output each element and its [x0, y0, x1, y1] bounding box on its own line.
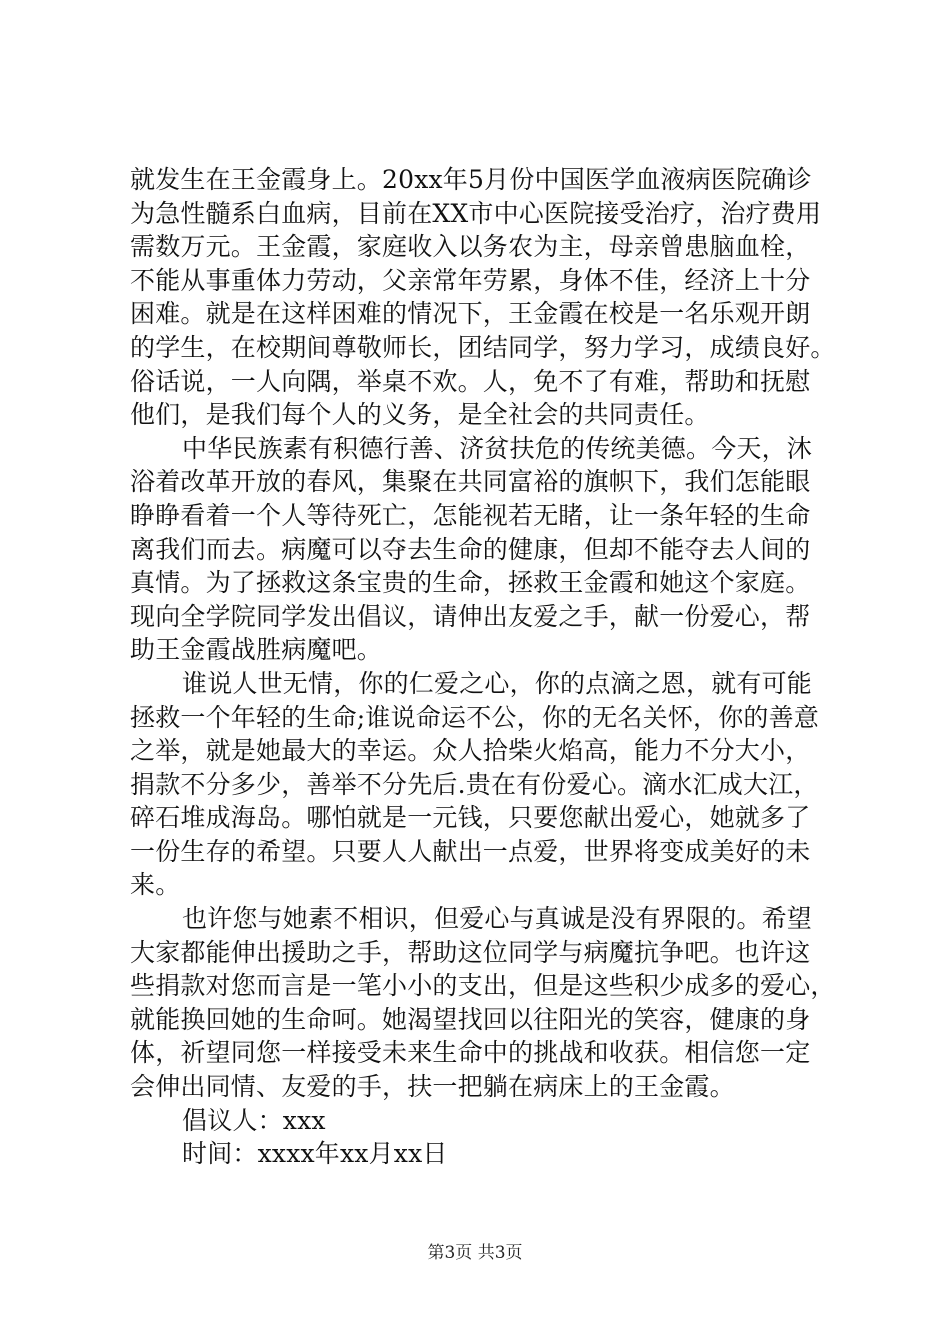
text-line: 俗话说，一人向隅，举桌不欢。人，免不了有难，帮助和抚慰 [130, 366, 811, 396]
page-footer [0, 1242, 950, 1264]
text-line: 之举，就是她最大的幸运。众人拾柴火焰高，能力不分大小， [130, 736, 811, 766]
text-line: 困难。就是在这样困难的情况下，王金霞在校是一名乐观开朗 [130, 299, 811, 329]
text-line: 不能从事重体力劳动，父亲常年劳累，身体不佳，经济上十分 [130, 265, 811, 295]
text-line: 碎石堆成海岛。哪怕就是一元钱，只要您献出爱心，她就多了 [130, 803, 811, 833]
text-line: 一份生存的希望。只要人人献出一点爱，世界将变成美好的未 [130, 836, 811, 866]
text-line: 捐款不分多少，善举不分先后.贵在有份爱心。滴水汇成大江， [130, 769, 819, 799]
text-line: 离我们而去。病魔可以夺去生命的健康，但却不能夺去人间的 [130, 534, 811, 564]
text-line: 浴着改革开放的春风，集聚在共同富裕的旗帜下，我们怎能眼 [130, 467, 811, 497]
paragraph-start-line: 谁说人世无情，你的仁爱之心，你的点滴之恩，就有可能 [182, 668, 813, 698]
paragraph-start-line: 也许您与她素不相识，但爱心与真诚是没有界限的。希望 [182, 904, 813, 934]
text-line: 来。 [130, 870, 181, 900]
text-line: 大家都能伸出援助之手，帮助这位同学与病魔抗争吧。也许这 [130, 937, 811, 967]
paragraph-start-line: 中华民族素有积德行善、济贫扶危的传统美德。今天，沐 [182, 433, 813, 463]
text-line: 为急性髓系白血病，目前在XX市中心医院接受治疗，治疗费用 [130, 198, 822, 228]
text-line: 真情。为了拯救这条宝贵的生命，拯救王金霞和她这个家庭。 [130, 568, 811, 598]
text-line: 会伸出同情、友爱的手，扶一把躺在病床上的王金霞。 [130, 1072, 735, 1102]
text-line: 拯救一个年轻的生命;谁说命运不公，你的无名关怀，你的善意 [130, 702, 820, 732]
document-body [130, 163, 836, 1171]
text-line: 睁睁看着一个人等待死亡，怎能视若无睹，让一条年轻的生命 [130, 500, 811, 530]
text-line: 现向全学院同学发出倡议，请伸出友爱之手，献一份爱心，帮 [130, 601, 811, 631]
initiator-line: 倡议人：xxx [182, 1105, 326, 1135]
text-line: 些捐款对您而言是一笔小小的支出，但是这些积少成多的爱心， [130, 971, 836, 1001]
text-line: 助王金霞战胜病魔吧。 [130, 635, 383, 665]
text-line: 就发生在王金霞身上。20xx年5月份中国医学血液病医院确诊 [130, 165, 812, 194]
page-number-label: 第3页 共3页 [427, 1243, 523, 1263]
text-line: 就能换回她的生命呵。她渴望找回以往阳光的笑容，健康的身 [130, 1004, 811, 1034]
text-line: 他们，是我们每个人的义务，是全社会的共同责任。 [130, 400, 710, 430]
text-line: 的学生，在校期间尊敬师长，团结同学，努力学习，成绩良好。 [130, 332, 836, 362]
text-line: 体，祈望同您一样接受未来生命中的挑战和收获。相信您一定 [130, 1038, 811, 1068]
text-line: 需数万元。王金霞，家庭收入以务农为主，母亲曾患脑血栓， [130, 232, 811, 262]
date-line: 时间：xxxx年xx月xx日 [182, 1139, 448, 1169]
